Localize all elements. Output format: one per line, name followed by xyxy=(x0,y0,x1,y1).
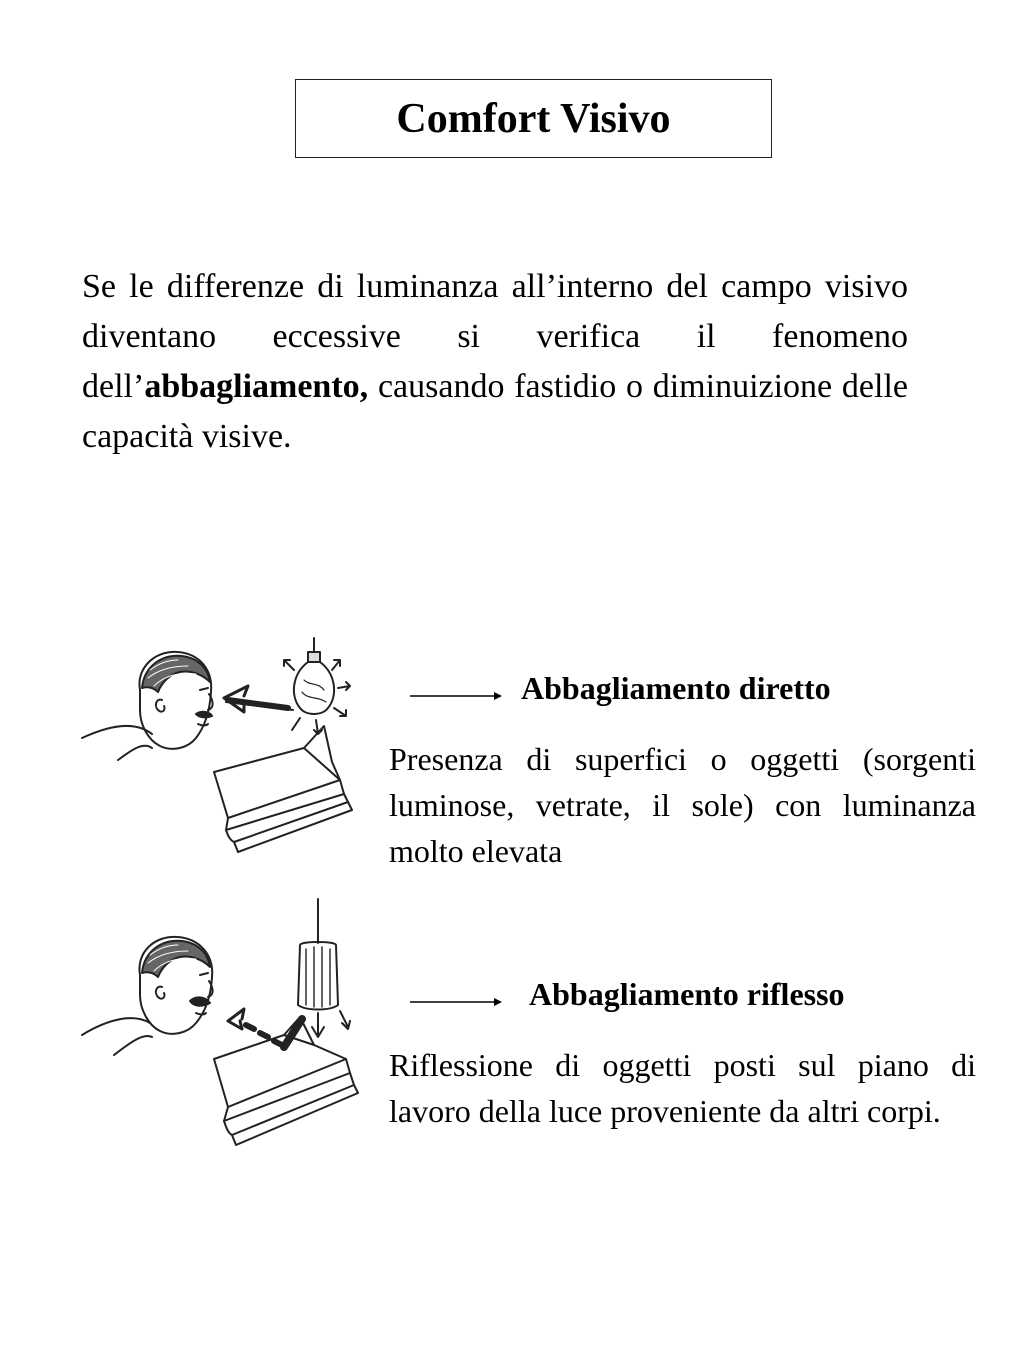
title-box xyxy=(295,79,772,158)
direct-glare-sketch-icon xyxy=(78,630,378,860)
arrow-right-icon xyxy=(410,688,502,698)
intro-text-end: causando fastidio o diminuizione delle capacità visive. xyxy=(82,368,908,455)
intro-paragraph xyxy=(82,262,908,462)
arrow-right-icon xyxy=(410,994,502,1004)
page-title: Comfort Visivo xyxy=(396,95,671,142)
direct-glare-heading: Abbagliamento diretto xyxy=(521,670,831,706)
reflected-glare-sketch-icon xyxy=(78,895,378,1155)
direct-glare-description: Presenza di superfici o oggetti (sorgenti luminose, vetrate, il sole) con luminanza molto elevata xyxy=(389,741,976,869)
reflected-glare-description: Riflessione di oggetti posti sul piano di lavoro della luce proveniente da altri corpi. xyxy=(389,1047,976,1129)
intro-bold-term: abbagliamento, xyxy=(144,368,369,405)
reflected-glare-heading: Abbagliamento riflesso xyxy=(529,976,845,1012)
intro-text-start: Se le differenze di luminanza all’interno del campo visivo diventano eccessive si verifica il fenomeno dell’ xyxy=(82,268,908,405)
